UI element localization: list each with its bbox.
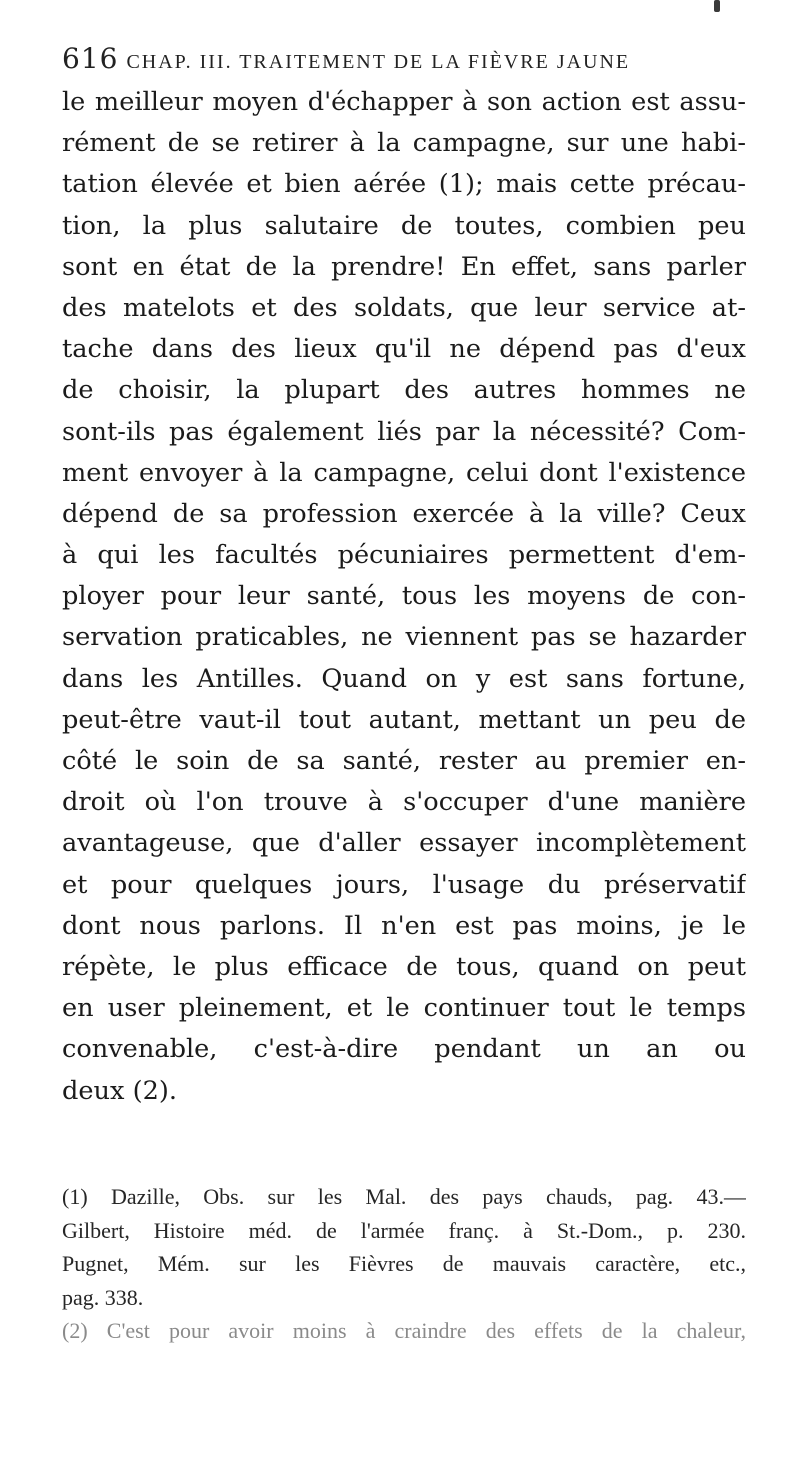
chapter-title: CHAP. III. TRAITEMENT DE LA FIÈVRE JAUNE	[126, 51, 631, 73]
page-mark	[714, 0, 720, 12]
body-text	[62, 82, 746, 1112]
footnote-line: Gilbert, Histoire méd. de l'armée franç. à St.-Dom., p. 230.	[62, 1217, 746, 1243]
footnotes	[62, 1180, 746, 1348]
text-line: avantageuse, que d'aller essayer incomplètement	[62, 828, 746, 859]
text-line: des matelots et des soldats, que leur service at-	[62, 292, 746, 323]
text-line: droit où l'on trouve à s'occuper d'une manière	[62, 787, 746, 818]
text-line: à qui les facultés pécuniaires permettent d'em-	[62, 540, 746, 571]
text-line: deux (2).	[62, 1075, 177, 1106]
footnote-line: (2) C'est pour avoir moins à craindre des effets de la chaleur,	[62, 1318, 746, 1343]
text-line: tion, la plus salutaire de toutes, combien peu	[62, 210, 746, 241]
text-line: côté le soin de sa santé, rester au premier en-	[62, 746, 746, 776]
text-line: le meilleur moyen d'échapper à son action est assu-	[62, 87, 746, 117]
text-line: dépend de sa profession exercée à la ville? Ceux	[62, 498, 746, 529]
text-line: tache dans des lieux qu'il ne dépend pas d'eux	[62, 334, 746, 365]
footnote-line: Pugnet, Mém. sur les Fièvres de mauvais caractère, etc.,	[62, 1251, 746, 1276]
text-line: sont-ils pas également liés par la nécessité? Com-	[62, 416, 746, 447]
text-line: ployer pour leur santé, tous les moyens de con-	[62, 581, 746, 612]
text-line: en user pleinement, et le continuer tout le temps	[62, 993, 746, 1024]
footnote-line: (1) Dazille, Obs. sur les Mal. des pays chauds, pag. 43.—	[62, 1184, 746, 1209]
text-line: dont nous parlons. Il n'en est pas moins, je le	[62, 910, 746, 941]
text-line: ment envoyer à la campagne, celui dont l'existence	[62, 457, 746, 488]
text-line: sont en état de la prendre! En effet, sans parler	[62, 251, 746, 282]
text-line: répète, le plus efficace de tous, quand on peut	[62, 951, 746, 982]
text-line: servation praticables, ne viennent pas se hazarder	[62, 622, 746, 653]
text-line: de choisir, la plupart des autres hommes ne	[62, 375, 746, 406]
text-line: convenable, c'est-à-dire pendant un an ou	[62, 1034, 746, 1065]
text-line: peut-être vaut-il tout autant, mettant un peu de	[62, 704, 746, 735]
text-line: rément de se retirer à la campagne, sur une habi-	[62, 128, 746, 159]
footnote-line: pag. 338.	[62, 1284, 144, 1310]
text-line: tation élevée et bien aérée (1); mais cette précau-	[62, 169, 746, 200]
page-number: 616	[62, 42, 119, 75]
text-line: et pour quelques jours, l'usage du préservatif	[62, 869, 746, 900]
running-header	[62, 42, 742, 78]
text-line: dans les Antilles. Quand on y est sans fortune,	[62, 663, 746, 694]
